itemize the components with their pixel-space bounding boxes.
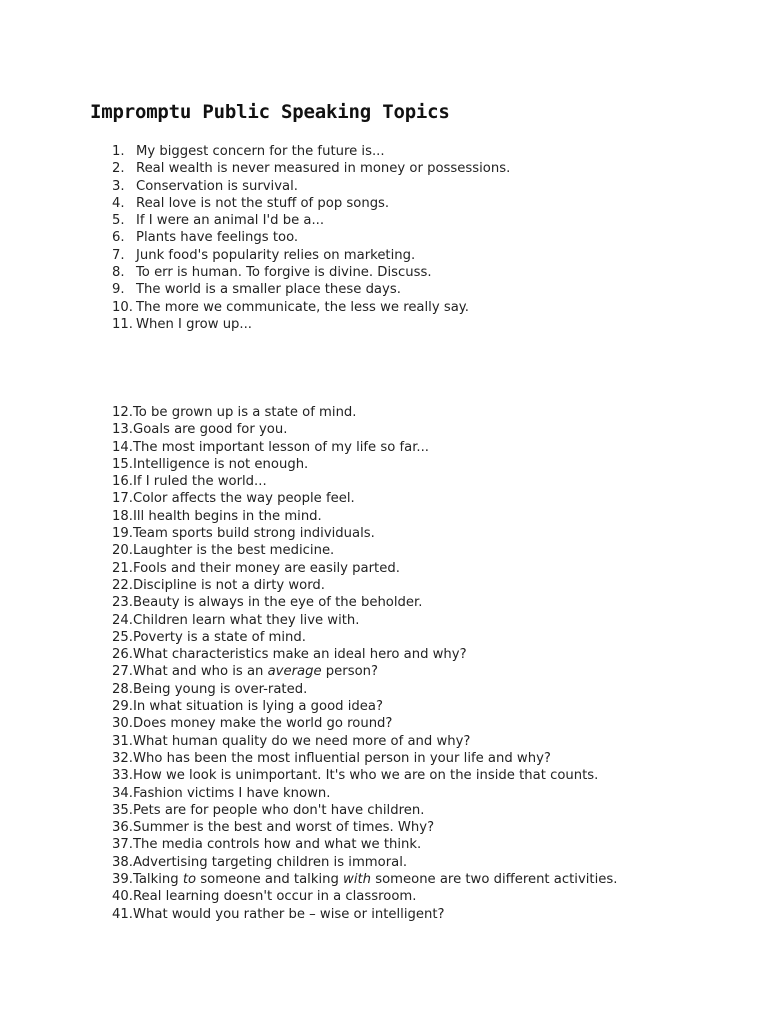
list-item: [112, 439, 617, 456]
item-number: 29.: [112, 699, 133, 715]
item-text: Junk food's popularity relies on marketing.: [136, 247, 416, 263]
item-number: 34.: [112, 785, 133, 801]
list-item: [112, 456, 617, 473]
item-number: 40.: [112, 889, 133, 905]
item-number: 15.: [112, 456, 133, 472]
item-text: To be grown up is a state of mind.: [132, 405, 357, 420]
item-text: Summer is the best and worst of times. Why?: [132, 820, 435, 836]
list-item: [112, 698, 617, 715]
list-item: [112, 906, 617, 923]
item-number: 5.: [112, 213, 125, 229]
item-number: 6.: [112, 230, 125, 246]
list-item: [112, 681, 617, 698]
item-number: 7.: [112, 247, 125, 263]
item-number: 37.: [112, 837, 133, 853]
item-number: 26.: [112, 647, 133, 663]
item-text: Being young is over-rated.: [132, 681, 308, 697]
list-item: [112, 802, 617, 819]
item-number: 11.: [112, 316, 133, 332]
item-number: 38.: [112, 854, 133, 870]
item-text: What human quality do we need more of and why?: [132, 733, 471, 749]
item-text: Discipline is not a dirty word.: [132, 577, 325, 593]
item-text: To err is human. To forgive is divine. Discuss.: [136, 265, 432, 281]
item-text: Does money make the world go round?: [132, 716, 393, 732]
list-item: [112, 577, 617, 594]
item-number: 13.: [112, 422, 133, 438]
item-number: 14.: [112, 439, 133, 455]
item-text: Talking to someone and talking with someone are two different activities.: [132, 872, 618, 888]
item-number: 2.: [112, 161, 125, 177]
item-number: 3.: [112, 178, 125, 194]
list-item: [112, 316, 510, 333]
item-number: 22.: [112, 577, 133, 593]
emphasis: average: [267, 664, 322, 680]
topic-list-part2: [112, 404, 617, 923]
item-number: 9.: [112, 282, 125, 298]
item-number: 4.: [112, 195, 125, 211]
item-number: 1.: [112, 144, 125, 159]
list-item: [112, 264, 510, 281]
item-text: Fashion victims I have known.: [132, 785, 331, 801]
item-number: 8.: [112, 265, 125, 281]
item-number: 31.: [112, 733, 133, 749]
item-text: Color affects the way people feel.: [132, 491, 355, 507]
list-item: [112, 715, 617, 732]
list-item: [112, 281, 510, 298]
item-number: 41.: [112, 906, 133, 922]
list-item: [112, 490, 617, 507]
item-number: 19.: [112, 526, 133, 542]
list-item: [112, 646, 617, 663]
list-item: [112, 888, 617, 905]
list-item: [112, 663, 617, 680]
item-number: 27.: [112, 664, 133, 680]
item-text: My biggest concern for the future is...: [136, 144, 385, 159]
item-text: Children learn what they live with.: [132, 612, 360, 628]
item-text: If I ruled the world...: [132, 474, 267, 490]
list-item: [112, 594, 617, 611]
list-item: [112, 299, 510, 316]
item-number: 12.: [112, 405, 133, 420]
item-number: 16.: [112, 474, 133, 490]
item-number: 18.: [112, 508, 133, 524]
item-text: Goals are good for you.: [132, 422, 288, 438]
item-text: The most important lesson of my life so far...: [132, 439, 429, 455]
list-item: [112, 160, 510, 177]
list-item: [112, 542, 617, 559]
item-number: 36.: [112, 820, 133, 836]
list-item: [112, 750, 617, 767]
item-text: Fools and their money are easily parted.: [132, 560, 400, 576]
topic-list-part1: [112, 143, 510, 333]
item-number: 25.: [112, 629, 133, 645]
item-text: When I grow up...: [136, 316, 252, 332]
page-title: Impromptu Public Speaking Topics: [90, 101, 450, 123]
list-item: [112, 819, 617, 836]
item-number: 28.: [112, 681, 133, 697]
list-item: [112, 421, 617, 438]
list-item: [112, 473, 617, 490]
item-number: 10.: [112, 299, 133, 315]
item-text: Ill health begins in the mind.: [132, 508, 322, 524]
list-item: [112, 143, 510, 160]
item-text: In what situation is lying a good idea?: [132, 699, 383, 715]
item-text: What and who is an average person?: [132, 664, 378, 680]
item-text: Pets are for people who don't have children.: [132, 802, 425, 818]
item-text: Real wealth is never measured in money or possessions.: [136, 161, 511, 177]
item-text: How we look is unimportant. It's who we are on the inside that counts.: [132, 768, 599, 784]
item-text: Laughter is the best medicine.: [132, 543, 335, 559]
emphasis: with: [343, 872, 372, 888]
list-item: [112, 560, 617, 577]
item-number: 20.: [112, 543, 133, 559]
item-text: What characteristics make an ideal hero and why?: [132, 647, 467, 663]
list-item: [112, 508, 617, 525]
list-item: [112, 247, 510, 264]
list-item: [112, 404, 617, 421]
item-number: 21.: [112, 560, 133, 576]
emphasis: to: [182, 872, 197, 888]
item-text: The media controls how and what we think.: [132, 837, 422, 853]
item-number: 32.: [112, 750, 133, 766]
list-item: [112, 836, 617, 853]
item-text: Beauty is always in the eye of the beholder.: [132, 595, 423, 611]
item-text: Team sports build strong individuals.: [132, 526, 375, 542]
item-text: Real love is not the stuff of pop songs.: [136, 195, 390, 211]
item-text: Who has been the most influential person in your life and why?: [132, 750, 551, 766]
list-item: [112, 629, 617, 646]
item-text: Conservation is survival.: [136, 178, 298, 194]
list-item: [112, 229, 510, 246]
list-item: [112, 525, 617, 542]
list-item: [112, 767, 617, 784]
list-item: [112, 854, 617, 871]
item-text: The more we communicate, the less we really say.: [136, 299, 469, 315]
item-number: 39.: [112, 872, 133, 888]
list-item: [112, 212, 510, 229]
item-text: Real learning doesn't occur in a classroom.: [132, 889, 417, 905]
item-number: 23.: [112, 595, 133, 611]
list-item: [112, 612, 617, 629]
item-number: 24.: [112, 612, 133, 628]
item-text: Intelligence is not enough.: [132, 456, 309, 472]
list-item: [112, 733, 617, 750]
item-number: 30.: [112, 716, 133, 732]
list-item: [112, 871, 617, 888]
list-item: [112, 195, 510, 212]
item-number: 17.: [112, 491, 133, 507]
item-text: Advertising targeting children is immoral.: [132, 854, 408, 870]
list-item: [112, 785, 617, 802]
list-item: [112, 178, 510, 195]
item-number: 35.: [112, 802, 133, 818]
item-text: Poverty is a state of mind.: [132, 629, 306, 645]
item-text: Plants have feelings too.: [136, 230, 299, 246]
item-text: The world is a smaller place these days.: [136, 282, 401, 298]
item-text: If I were an animal I'd be a...: [136, 213, 325, 229]
item-text: What would you rather be – wise or intelligent?: [132, 906, 445, 922]
item-number: 33.: [112, 768, 133, 784]
